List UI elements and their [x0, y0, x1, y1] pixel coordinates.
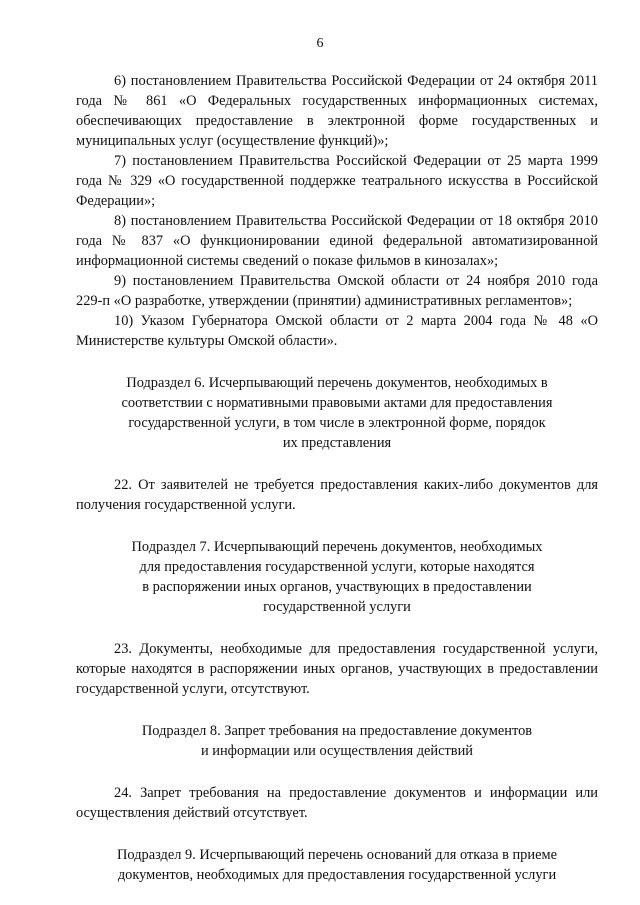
subsection-7-heading: [76, 537, 598, 617]
subsection-6-line-1: Подраздел 6. Исчерпывающий перечень документов, необходимых в: [126, 375, 548, 391]
subsection-6-line-2: соответствии с нормативными правовыми актами для предоставления: [121, 395, 553, 411]
list-item-8: 8) постановлением Правительства Российской Федерации от 18 октября 2010 года № 837 «О функционировании единой федеральной автоматизированной информационной системы сведений о показе фильмов в кинозалах»;: [76, 213, 598, 269]
subsection-7-line-3: в распоряжении иных органов, участвующих в предоставлении: [142, 579, 532, 595]
subsection-6-heading: [76, 373, 598, 453]
subsection-9-line-2: документов, необходимых для предоставления государственной услуги: [117, 867, 557, 883]
list-item-10: 10) Указом Губернатора Омской области от 2 марта 2004 года № 48 «О Министерстве культуры Омской области».: [76, 313, 598, 349]
subsection-6-line-3: государственной услуги, в том числе в электронной форме, порядок: [128, 415, 546, 431]
subsection-8-heading: [76, 721, 598, 761]
subsection-9-heading: [76, 845, 598, 885]
list-item-6: 6) постановлением Правительства Российской Федерации от 24 октября 2011 года № 861 «О Федеральных государственных информационных системах, обеспечивающих предоставление в электронной форме государственных и муниципальных услуг (осуществление функций)»;: [76, 73, 598, 149]
subsection-8-line-2: и информации или осуществления действий: [200, 743, 473, 759]
subsection-8-line-1: Подраздел 8. Запрет требования на предоставление документов: [141, 723, 533, 739]
list-item-9: 9) постановлением Правительства Омской области от 24 ноября 2010 года 229-п «О разработке, утверждении (принятии) административных регламентов»;: [76, 273, 598, 309]
page-number: 6: [316, 36, 324, 51]
clause-24: 24. Запрет требования на предоставление документов и информации или осуществления действий отсутствует.: [76, 785, 598, 821]
subsection-6-line-4: их представления: [282, 435, 392, 451]
list-item-7: 7) постановлением Правительства Российской Федерации от 25 марта 1999 года № 329 «О государственной поддержке театрального искусства в Российской Федерации»;: [76, 153, 598, 209]
subsection-9-line-1: Подраздел 9. Исчерпывающий перечень оснований для отказа в приеме: [117, 847, 557, 863]
subsection-7-line-2: для предоставления государственной услуги, которые находятся: [139, 559, 535, 575]
subsection-7-line-1: Подраздел 7. Исчерпывающий перечень документов, необходимых: [131, 539, 543, 555]
clause-22: 22. От заявителей не требуется предоставления каких-либо документов для получения государственной услуги.: [76, 477, 598, 513]
page-content: [76, 71, 598, 885]
subsection-7-line-4: государственной услуги: [263, 599, 411, 615]
clause-23: 23. Документы, необходимые для предоставления государственной услуги, которые находятся в распоряжении иных органов, участвующих в предоставлении государственной услуги, отсутствуют.: [76, 641, 598, 697]
